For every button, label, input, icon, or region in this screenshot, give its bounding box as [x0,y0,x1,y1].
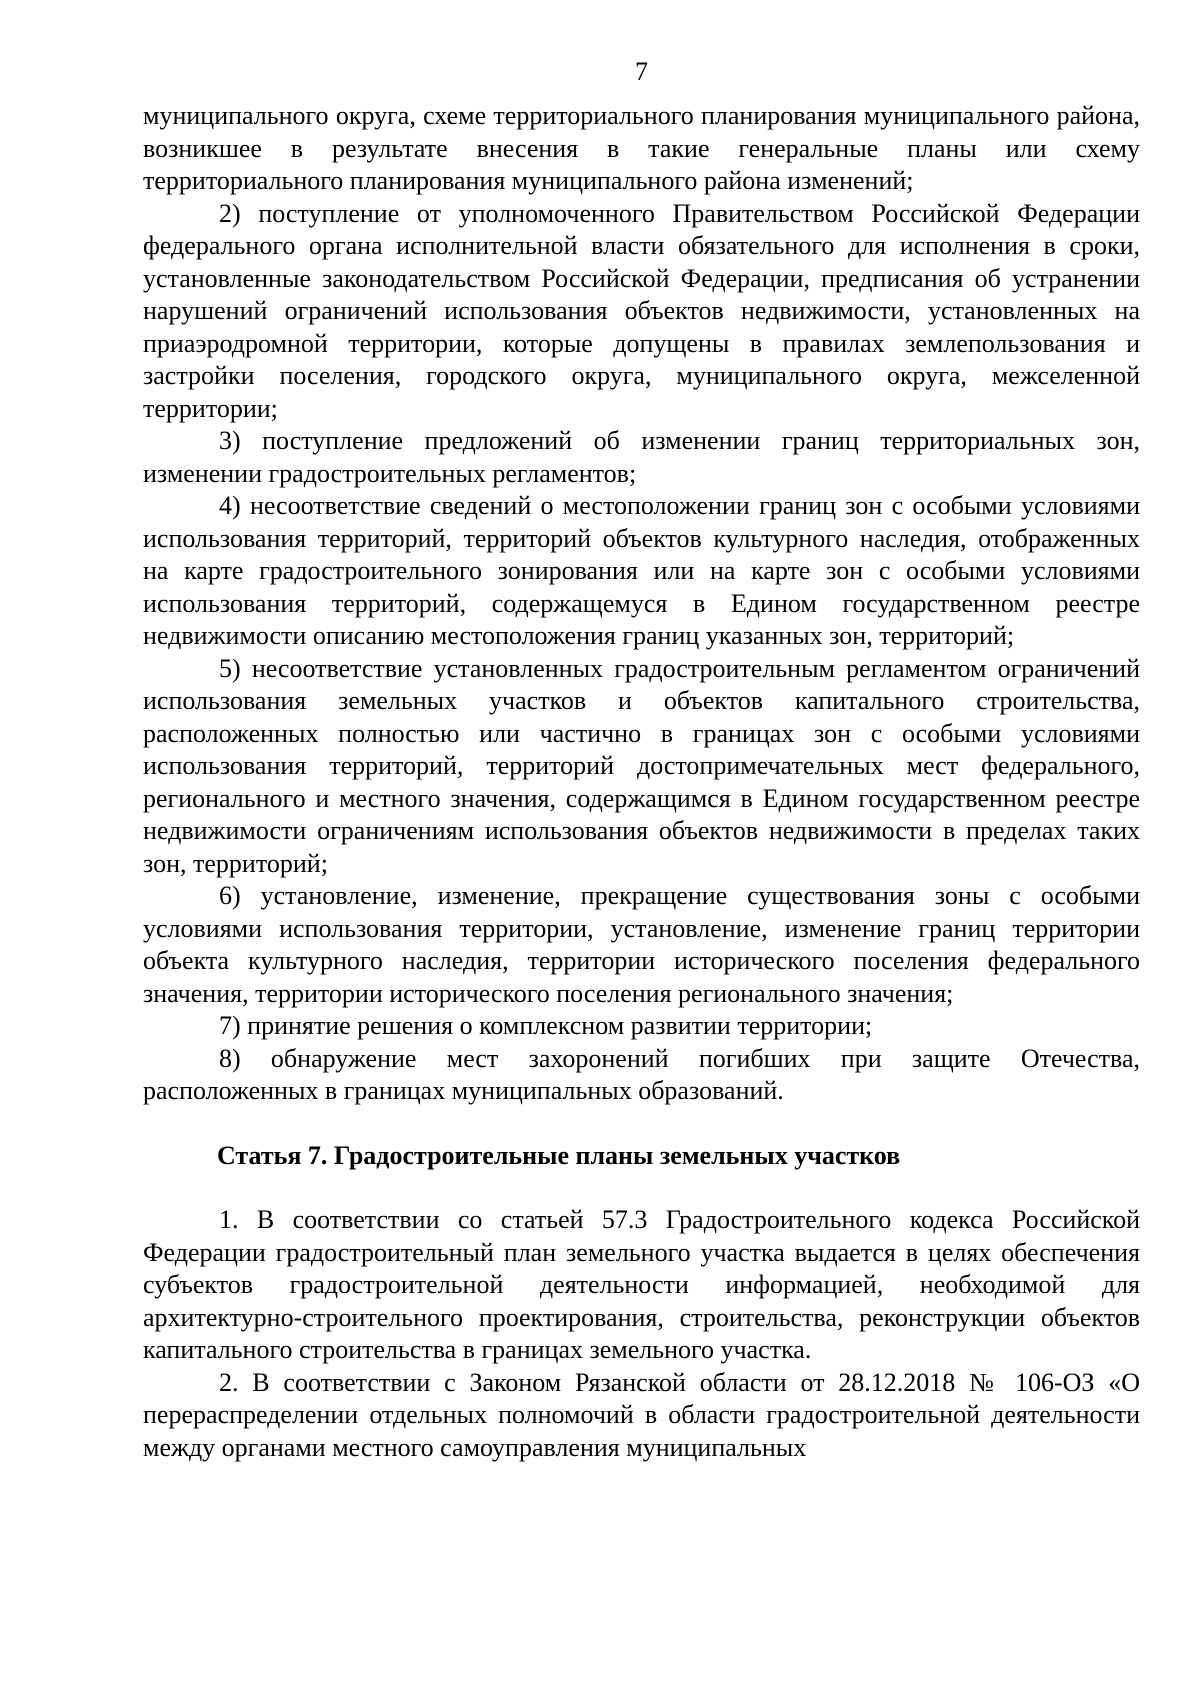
list-item-4: 4) несоответствие сведений о местоположении границ зон с особыми условиями использования территорий, территорий объектов культурного наследия, отображенных на карте градостроительного зонирования или на карте зон с особыми условиями использования территорий, содержащемуся в Едином государственном реестре недвижимости описанию местоположения границ указанных зон, территорий; [143,491,1140,650]
list-item-6: 6) установление, изменение, прекращение существования зоны с особыми условиями использования территории, установление, изменение границ территории объекта культурного наследия, территории исторического поселения федерального значения, территории исторического поселения регионального значения; [143,881,1140,1008]
document-page [143,56,1140,1464]
article-paragraph-2: 2. В соответствии с Законом Рязанской области от 28.12.2018 № 106-ОЗ «О перераспределении отдельных полномочий в области градостроительной деятельности между органами местного самоуправления муниципальных [143,1367,1140,1462]
article-paragraph-1: 1. В соответствии со статьей 57.3 Градостроительного кодекса Российской Федерации градостроительный план земельного участка выдается в целях обеспечения субъектов градостроительной деятельности информацией, необходимой для архитектурно-строительного проектирования, строительства, реконструкции объектов капитального строительства в границах земельного участка. [143,1205,1140,1364]
article-heading: Статья 7. Градостроительные планы земельных участков [217,1140,901,1170]
list-item-3: 3) поступление предложений об изменении границ территориальных зон, изменении градостроительных регламентов; [143,426,1140,488]
page-number: 7 [635,57,648,86]
list-item-2: 2) поступление от уполномоченного Правительством Российской Федерации федерального органа исполнительной власти обязательного для исполнения в сроки, установленные законодательством Российской Федерации, предписания об устранении нарушений ограничений использования объектов недвижимости, установленных на приаэродромной территории, которые допущены в правилах землепользования и застройки поселения, городского округа, муниципального округа, межселенной территории; [143,198,1140,423]
paragraph-continuation: муниципального округа, схеме территориального планирования муниципального района, возникшее в результате внесения в такие генеральные планы или схему территориального планирования муниципального района изменений; [143,101,1140,195]
list-item-5: 5) несоответствие установленных градостроительным регламентом ограничений использования земельных участков и объектов капитального строительства, расположенных полностью или частично в границах зон с особыми условиями использования территорий, территорий достопримечательных мест федерального, регионального и местного значения, содержащимся в Едином государственном реестре недвижимости ограничениям использования объектов недвижимости в пределах таких зон, территорий; [143,653,1140,878]
list-item-7: 7) принятие решения о комплексном развитии территории; [219,1011,873,1040]
list-item-8: 8) обнаружение мест захоронений погибших при защите Отечества, расположенных в границах муниципальных образований. [143,1043,1140,1105]
